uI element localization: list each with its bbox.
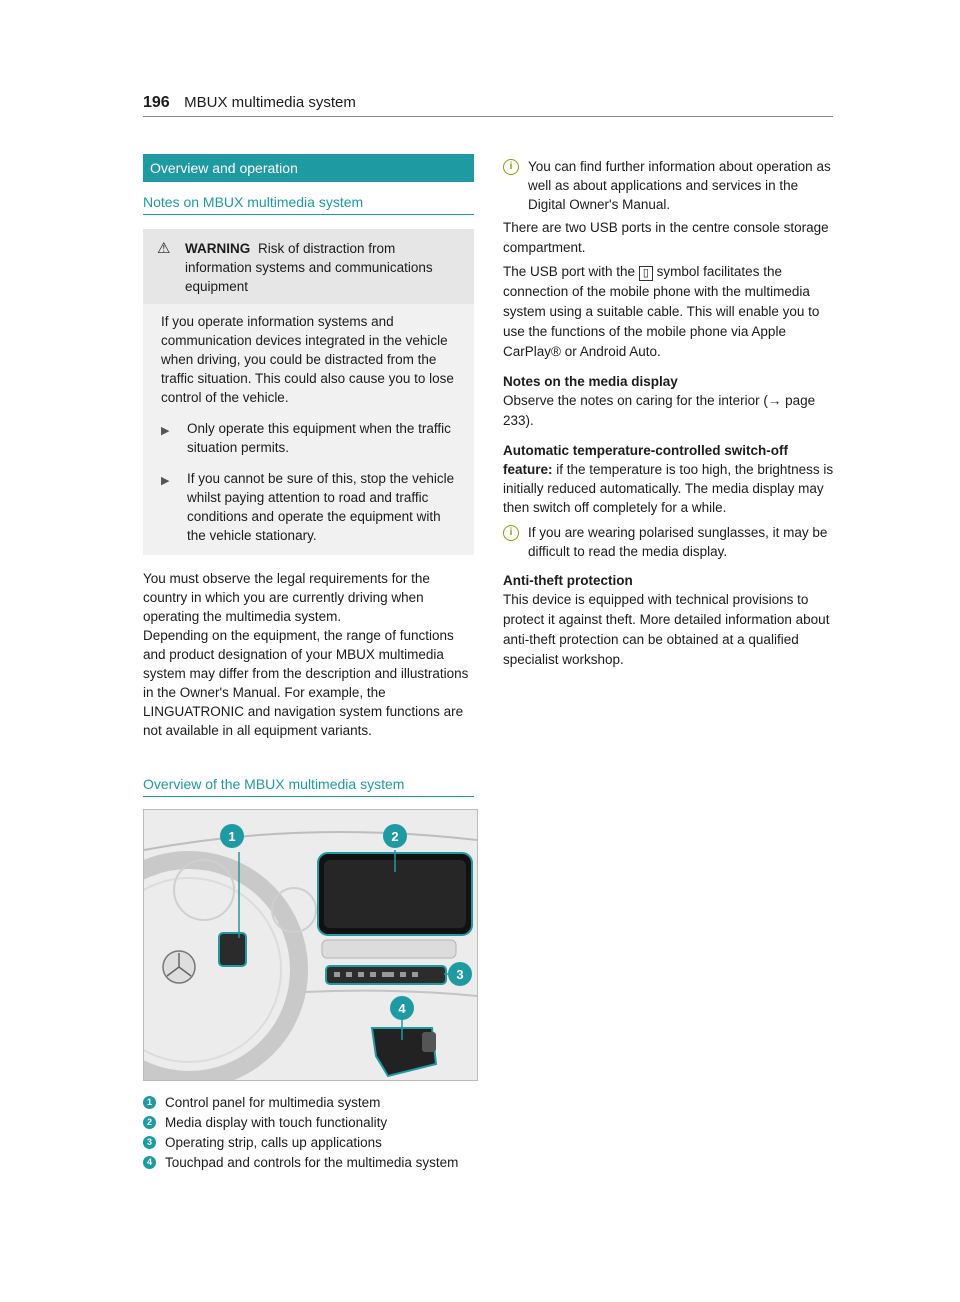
svg-text:3: 3 xyxy=(456,967,464,982)
heading-anti-theft: Anti-theft protection xyxy=(503,573,633,588)
legend-item xyxy=(143,1153,474,1173)
note-text: You can find further information about operation as well as about applications and services in the Digital Owner's Manual. xyxy=(528,159,831,212)
page-header xyxy=(143,94,833,112)
subheading-overview: Overview of the MBUX multimedia system xyxy=(143,776,474,797)
callout-badge: 3 xyxy=(143,1136,156,1149)
warning-step-text: Only operate this equipment when the traffic situation permits. xyxy=(187,421,451,455)
usb-ports-paragraph: There are two USB ports in the centre console storage compartment. xyxy=(503,220,829,255)
header-rule xyxy=(143,116,833,117)
legend-item xyxy=(143,1133,474,1153)
warning-text: If you operate information systems and communication devices integrated in the vehicle when driving, you could be distracted from the traffic situation. This could also cause you to lose control of the vehicle. xyxy=(161,314,454,405)
svg-text:4: 4 xyxy=(398,1001,406,1016)
figure-legend xyxy=(143,1093,474,1173)
warning-triangle-icon: ⚠ xyxy=(157,240,171,257)
warning-label: WARNING xyxy=(185,241,251,256)
warning-step-1 xyxy=(161,419,462,457)
info-note-icon: i xyxy=(503,159,519,175)
note-text: If you are wearing polarised sunglasses, it may be difficult to read the media display. xyxy=(528,525,828,559)
play-arrow-icon: ▶ xyxy=(161,425,170,437)
warning-step-text: If you cannot be sure of this, stop the vehicle whilst paying attention to road and traffic conditions and operate the equipment with the vehicle stationary. xyxy=(187,471,455,543)
legend-text: Operating strip, calls up applications xyxy=(165,1135,382,1150)
cockpit-illustration xyxy=(143,809,478,1081)
legend-item xyxy=(143,1093,474,1113)
callout-badge: 4 xyxy=(143,1156,156,1169)
media-display-paragraph: Observe the notes on caring for the interior (→ page 233). xyxy=(503,393,816,428)
smartphone-icon: ▯ xyxy=(639,266,653,281)
warning-box xyxy=(143,229,474,555)
callout-badge: 1 xyxy=(143,1096,156,1109)
body-paragraph-1: You must observe the legal requirements for the country in which you are currently driving when operating the multimedia system. Depending on the equipment, the range of functions and product designation of your MBUX multimedia system may differ from the description and illustrations in the Owner's Manual. For example, the LINGUATRONIC and navigation system functions are not available in all equipment variants. xyxy=(143,571,469,738)
heading-auto-switchoff: Automatic temperature-controlled switch-off feature: xyxy=(503,443,789,477)
info-note-icon: i xyxy=(503,525,519,541)
note-further-info xyxy=(503,157,835,214)
callout-badge: 2 xyxy=(143,1116,156,1129)
header-title: MBUX multimedia system xyxy=(184,94,356,111)
legend-text: Touchpad and controls for the multimedia system xyxy=(165,1155,459,1170)
play-arrow-icon: ▶ xyxy=(161,475,170,487)
warning-head xyxy=(143,229,474,304)
legend-text: Control panel for multimedia system xyxy=(165,1095,381,1110)
page-number: 196 xyxy=(143,94,170,111)
warning-body xyxy=(143,304,474,555)
warning-head-text: Risk of distraction from information systems and communications equipment xyxy=(185,241,433,294)
legend-text: Media display with touch functionality xyxy=(165,1115,388,1130)
section-title: Overview and operation xyxy=(143,154,474,182)
usb-phone-paragraph: The USB port with the ▯ symbol facilitates the connection of the mobile phone with the multimedia system using a suitable cable. This will enable you to use the functions of the mobile phone via Apple CarPlay® or Android Auto. xyxy=(503,264,820,359)
note-sunglasses xyxy=(503,523,835,561)
warning-step-2 xyxy=(161,469,462,545)
right-column xyxy=(503,157,835,670)
left-column xyxy=(143,154,474,1173)
subheading-notes: Notes on MBUX multimedia system xyxy=(143,194,474,215)
svg-text:1: 1 xyxy=(228,829,236,844)
auto-switchoff-paragraph: Automatic temperature-controlled switch-off feature: if the temperature is too high, the brightness is initially reduced automatically. The media display may then switch off completely for a while. xyxy=(503,443,834,515)
anti-theft-paragraph: This device is equipped with technical provisions to protect it against theft. More detailed information about anti-theft protection can be obtained at a qualified specialist workshop. xyxy=(503,592,830,667)
heading-media-display: Notes on the media display xyxy=(503,374,678,389)
svg-text:2: 2 xyxy=(391,829,399,844)
legend-item xyxy=(143,1113,474,1133)
